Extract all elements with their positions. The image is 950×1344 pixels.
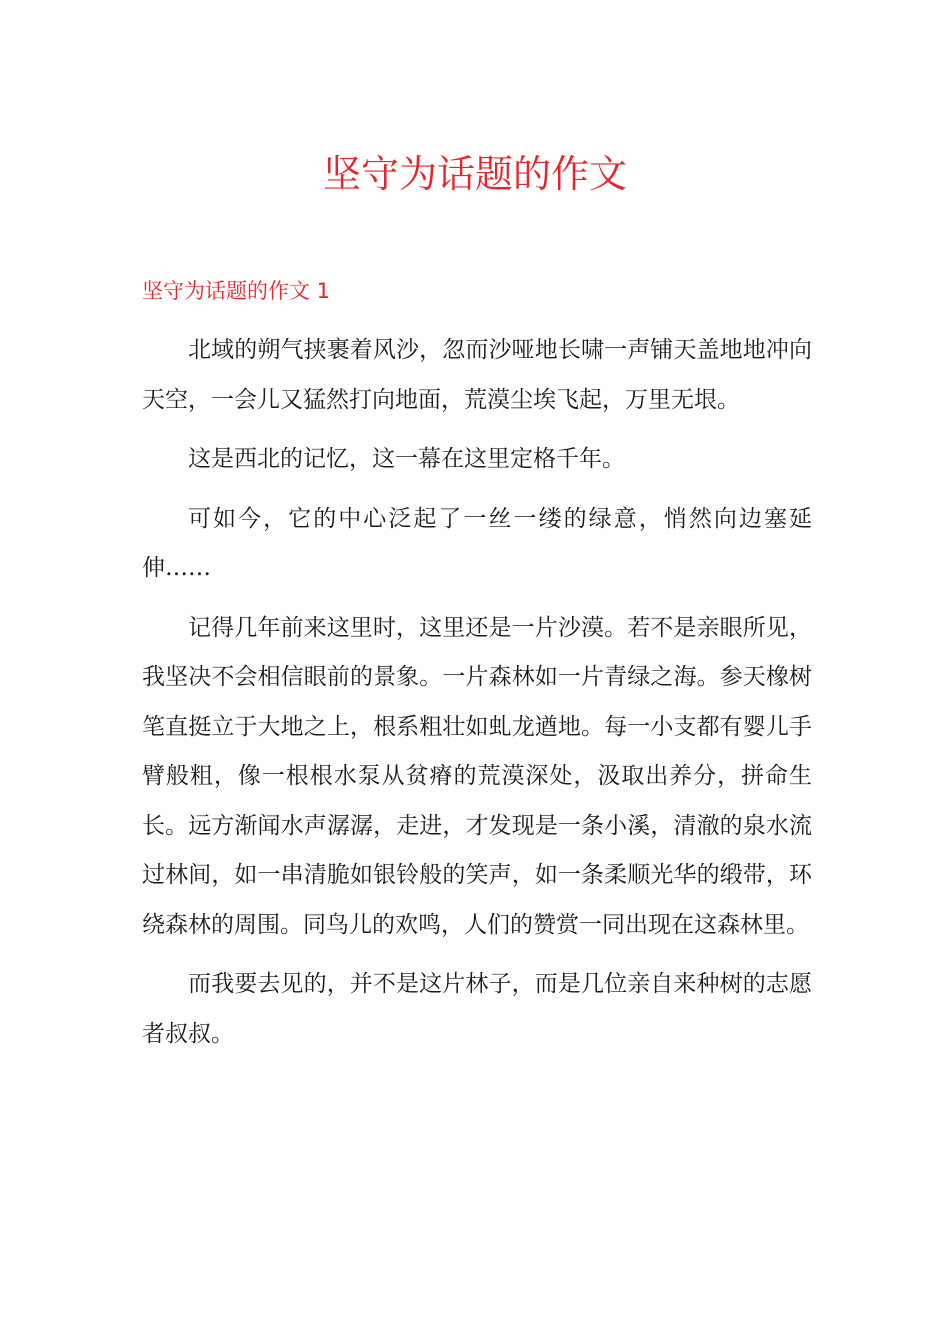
paragraph: 可如今，它的中心泛起了一丝一缕的绿意，悄然向边塞延伸……	[142, 505, 812, 581]
document-title: 坚守为话题的作文	[322, 152, 627, 196]
paragraph: 北域的朔气挟裹着风沙，忽而沙哑地长啸一声铺天盖地地冲向天空，一会儿又猛然打向地面，荒漠尘埃飞起，万里无垠。	[142, 337, 812, 413]
paragraph: 记得几年前来这里时，这里还是一片沙漠。若不是亲眼所见，我坚决不会相信眼前的景象。一片森林如一片青绿之海。参天橡树笔直挺立于大地之上，根系粗壮如虬龙遒地。每一小支都有婴儿手臂般粗，像一根根水泵从贫瘠的荒漠深处，汲取出养分，拼命生长。远方渐闻水声潺潺，走进，才发现是一条小溪，清澈的泉水流过林间，如一串清脆如银铃般的笑声，如一条柔顺光华的缎带，环绕森林的周围。同鸟儿的欢鸣，人们的赞赏一同出现在这森林里。	[142, 614, 812, 938]
article-body	[142, 326, 812, 1069]
paragraph: 而我要去见的，并不是这片林子，而是几位亲自来种树的志愿者叔叔。	[142, 971, 812, 1047]
section-heading: 坚守为话题的作文 1	[142, 279, 331, 303]
paragraph: 这是西北的记忆，这一幕在这里定格千年。	[188, 446, 625, 472]
